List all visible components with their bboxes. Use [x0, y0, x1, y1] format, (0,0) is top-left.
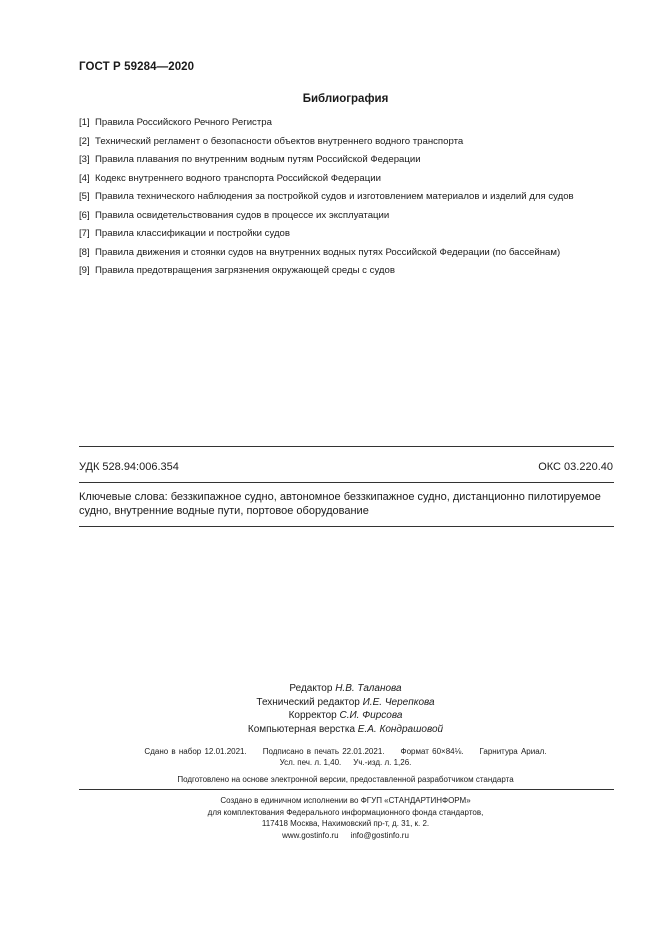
item-number: [4] — [79, 172, 90, 184]
item-number: [8] — [79, 246, 90, 258]
bibliography-item — [79, 247, 619, 266]
item-text: Правила движения и стоянки судов на внутренних водных путях Российской Федерации (по бассейнам) — [95, 246, 561, 258]
print-sheets-line — [0, 757, 661, 768]
publisher-address: 117418 Москва, Нахимовский пр-т, д. 31, к. 2. — [261, 819, 430, 828]
bibliography-item — [79, 191, 619, 210]
item-number: [3] — [79, 154, 90, 165]
credit-role: Корректор — [288, 710, 337, 721]
print-info-line — [0, 746, 661, 757]
udk-code: УДК 528.94:006.354 — [79, 461, 179, 473]
item-text: Правила плавания по внутренним водным путям Российской Федерации — [95, 154, 421, 165]
publisher-line: Создано в единичном исполнении во ФГУП «СТАНДАРТИНФОРМ» — [220, 796, 471, 805]
print-sheets: Усл. печ. л. 1,40. — [279, 758, 342, 767]
credit-person: С.И. Фирсова — [339, 710, 403, 721]
divider-middle — [79, 482, 614, 483]
publisher-contacts — [0, 830, 661, 842]
credits-block — [0, 682, 661, 736]
oks-code: ОКС 03.220.40 — [538, 461, 613, 473]
print-typeface: Гарнитура Ариал. — [479, 747, 547, 756]
bibliography-title: Библиография — [302, 93, 389, 105]
bibliography-item — [79, 136, 619, 155]
bibliography-item — [79, 228, 619, 247]
website-link[interactable]: www.gostinfo.ru — [282, 830, 339, 840]
bibliography-item — [79, 173, 619, 192]
item-text: Правила освидетельствования судов в процессе их эксплуатации — [95, 209, 390, 221]
credit-role: Редактор — [289, 683, 333, 694]
item-number: [1] — [79, 117, 90, 128]
item-number: [6] — [79, 209, 90, 221]
credit-role: Компьютерная верстка — [247, 723, 356, 735]
publisher-line: для комплектования Федерального информационного фонда стандартов, — [207, 807, 484, 817]
divider-publisher — [79, 789, 614, 790]
publisher-block — [0, 795, 661, 841]
item-text: Кодекс внутреннего водного транспорта Российской Федерации — [95, 172, 381, 184]
item-text: Правила предотвращения загрязнения окружающей среды с судов — [95, 265, 395, 276]
item-number: [7] — [79, 228, 90, 239]
item-text: Правила Российского Речного Регистра — [95, 117, 272, 128]
email-link[interactable]: info@gostinfo.ru — [350, 830, 409, 840]
publ-sheets: Уч.-изд. л. 1,26. — [353, 758, 412, 767]
bibliography-item — [79, 265, 619, 284]
item-text: Правила технического наблюдения за постройкой судов и изготовлением материалов и изделий для судов — [95, 191, 574, 202]
bibliography-item — [79, 210, 619, 229]
credit-layout — [0, 723, 661, 737]
item-number: [5] — [79, 191, 90, 202]
standard-code: ГОСТ Р 59284—2020 — [79, 61, 195, 73]
item-number: [9] — [79, 265, 90, 276]
item-number: [2] — [79, 135, 90, 147]
bibliography-list — [79, 117, 619, 284]
credit-person: Е.А. Кондрашовой — [357, 723, 444, 735]
credit-editor — [0, 682, 661, 696]
item-text: Технический регламент о безопасности объектов внутреннего водного транспорта — [95, 135, 464, 147]
bibliography-item — [79, 117, 619, 136]
print-signed: Подписано в печать 22.01.2021. — [262, 747, 385, 756]
credit-person: Н.В. Таланова — [335, 683, 402, 694]
credit-tech-editor — [0, 696, 661, 710]
bibliography-item — [79, 154, 619, 173]
prepared-note: Подготовлено на основе электронной версии, предоставленной разработчиком стандарта — [177, 775, 514, 784]
credit-role: Технический редактор — [256, 696, 360, 708]
print-format: Формат 60×84⅛. — [400, 747, 464, 756]
print-sent: Сдано в набор 12.01.2021. — [144, 747, 247, 756]
divider-bottom — [79, 526, 614, 527]
credit-corrector — [0, 709, 661, 723]
keywords: Ключевые слова: беззкипажное судно, автономное беззкипажное судно, дистанционно пилотируемое судно, внутренние водные пути, портовое оборудование — [79, 491, 601, 517]
item-text: Правила классификации и постройки судов — [95, 228, 290, 239]
credit-person: И.Е. Черепкова — [362, 696, 435, 708]
divider-top — [79, 446, 614, 447]
